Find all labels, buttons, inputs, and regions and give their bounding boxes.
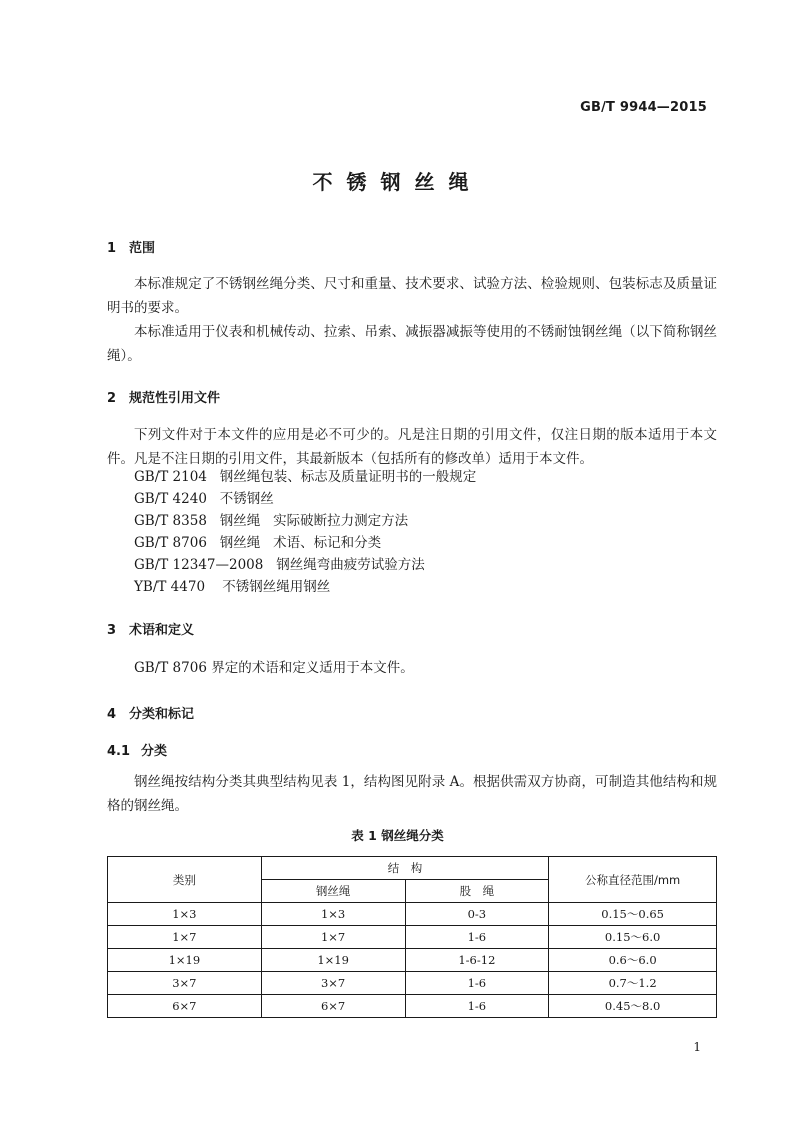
header-diameter: 公称直径范围/mm <box>549 857 717 903</box>
cell-wire-rope: 6×7 <box>261 995 405 1018</box>
scope-paragraph-2: 本标准适用于仪表和机械传动、拉索、吊索、减振器减振等使用的不锈耐蚀钢丝绳（以下简称钢丝绳）。 <box>107 324 717 364</box>
section-title: 术语和定义 <box>129 623 195 638</box>
standard-number: GB/T 9944—2015 <box>580 100 707 115</box>
section-title: 分类和标记 <box>129 707 195 722</box>
section-1-heading <box>107 237 155 256</box>
cell-diameter: 0.6～6.0 <box>549 949 717 972</box>
reference-item: GB/T 2104 钢丝绳包装、标志及质量证明书的一般规定 <box>134 469 477 485</box>
header-category: 类别 <box>108 857 262 903</box>
section-number: 1 <box>107 241 117 256</box>
header-structure: 结 构 <box>261 857 549 880</box>
cell-strand: 1-6 <box>405 926 549 949</box>
cell-wire-rope: 3×7 <box>261 972 405 995</box>
reference-list <box>134 466 476 598</box>
subsection-4-1-heading <box>107 740 167 759</box>
section-number: 3 <box>107 623 117 638</box>
table-row <box>108 926 717 949</box>
section-number: 4 <box>107 707 117 722</box>
section-2-heading <box>107 387 220 406</box>
references-intro-paragraph: 下列文件对于本文件的应用是必不可少的。凡是注日期的引用文件，仅注日期的版本适用于本文件。凡是不注日期的引用文件，其最新版本（包括所有的修改单）适用于本文件。 <box>107 427 717 467</box>
table-row <box>108 903 717 926</box>
classification-paragraph: 钢丝绳按结构分类其典型结构见表 1，结构图见附录 A。根据供需双方协商，可制造其他结构和规格的钢丝绳。 <box>107 774 717 814</box>
cell-wire-rope: 1×7 <box>261 926 405 949</box>
cell-strand: 0-3 <box>405 903 549 926</box>
cell-diameter: 0.15～0.65 <box>549 903 717 926</box>
table-caption: 表 1 钢丝绳分类 <box>351 828 444 843</box>
cell-strand: 1-6-12 <box>405 949 549 972</box>
subsection-number: 4.1 <box>107 744 131 759</box>
scope-paragraph-1: 本标准规定了不锈钢丝绳分类、尺寸和重量、技术要求、试验方法、检验规则、包装标志及质量证明书的要求。 <box>107 276 717 316</box>
cell-wire-rope: 1×3 <box>261 903 405 926</box>
cell-diameter: 0.45～8.0 <box>549 995 717 1018</box>
reference-item: GB/T 8706 钢丝绳 术语、标记和分类 <box>134 535 382 551</box>
classification-table <box>107 856 717 1018</box>
cell-category: 3×7 <box>108 972 262 995</box>
reference-item: GB/T 8358 钢丝绳 实际破断拉力测定方法 <box>134 513 409 529</box>
table-row <box>108 949 717 972</box>
section-3-heading <box>107 619 194 638</box>
reference-item: YB/T 4470 不锈钢丝绳用钢丝 <box>134 579 331 595</box>
terms-paragraph: GB/T 8706 界定的术语和定义适用于本文件。 <box>134 660 414 676</box>
section-number: 2 <box>107 391 117 406</box>
header-wire-rope: 钢丝绳 <box>261 880 405 903</box>
cell-category: 1×7 <box>108 926 262 949</box>
section-title: 规范性引用文件 <box>129 391 221 406</box>
document-title: 不锈钢丝绳 <box>312 170 483 194</box>
cell-category: 1×19 <box>108 949 262 972</box>
cell-wire-rope: 1×19 <box>261 949 405 972</box>
reference-item: GB/T 12347—2008 钢丝绳弯曲疲劳试验方法 <box>134 557 425 573</box>
cell-category: 6×7 <box>108 995 262 1018</box>
cell-strand: 1-6 <box>405 995 549 1018</box>
cell-category: 1×3 <box>108 903 262 926</box>
page-number: 1 <box>693 1040 701 1054</box>
header-strand: 股 绳 <box>405 880 549 903</box>
reference-item: GB/T 4240 不锈钢丝 <box>134 491 274 507</box>
section-title: 范围 <box>129 241 156 256</box>
cell-diameter: 0.7～1.2 <box>549 972 717 995</box>
table-header-row <box>108 857 717 880</box>
table-row <box>108 972 717 995</box>
section-4-heading <box>107 703 194 722</box>
table-row <box>108 995 717 1018</box>
subsection-title: 分类 <box>141 744 168 759</box>
cell-strand: 1-6 <box>405 972 549 995</box>
cell-diameter: 0.15～6.0 <box>549 926 717 949</box>
